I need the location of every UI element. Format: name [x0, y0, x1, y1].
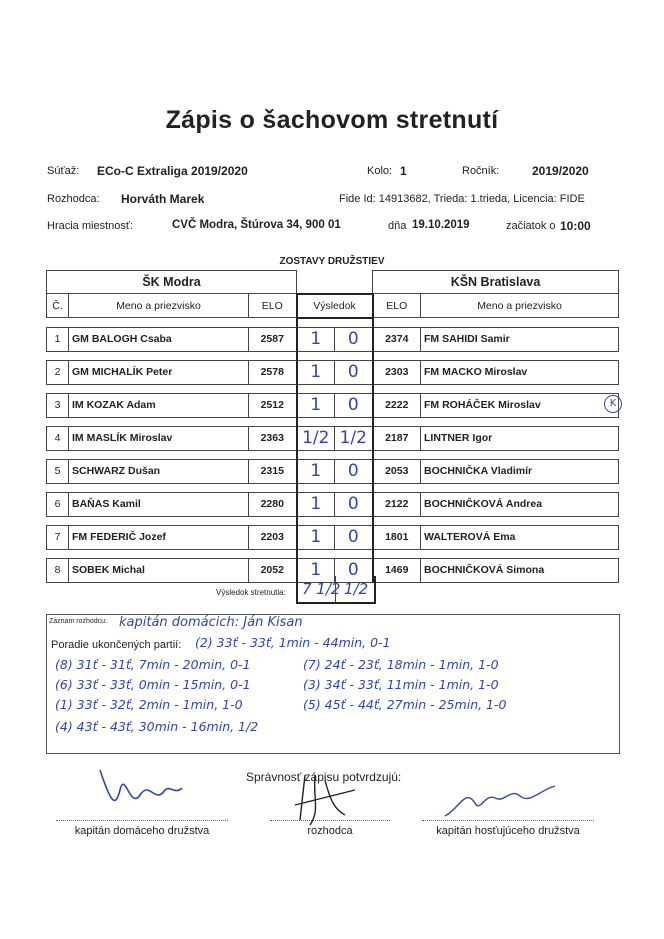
home-result: 1/2 — [297, 426, 335, 450]
board-row — [47, 393, 619, 417]
home-elo: 2587 — [249, 327, 297, 351]
rocnik-value: 2019/2020 — [532, 164, 589, 178]
order-line-6: (1) 33ť - 32ť, 2min - 1min, 1-0 — [55, 697, 243, 712]
away-player: WALTEROVÁ Ema — [421, 525, 619, 549]
referee-line — [270, 820, 390, 821]
away-elo: 2303 — [373, 360, 421, 384]
away-elo: 2187 — [373, 426, 421, 450]
home-result: 1 — [297, 327, 335, 351]
home-result: 1 — [297, 525, 335, 549]
away-player: LINTNER Igor — [421, 426, 619, 450]
away-captain-signature — [440, 778, 560, 823]
board-row — [47, 492, 619, 516]
home-elo: 2052 — [249, 558, 297, 582]
away-player: FM SAHIDI Samir — [421, 327, 619, 351]
zaciatok-value: 10:00 — [560, 219, 591, 233]
away-team-name: KŠN Bratislava — [373, 271, 619, 294]
away-elo: 1801 — [373, 525, 421, 549]
away-result: 0 — [335, 393, 373, 417]
board-number: 4 — [47, 426, 69, 450]
away-player: BOCHNIČKOVÁ Simona — [421, 558, 619, 582]
lineup-table — [46, 270, 619, 583]
header-result: Výsledok — [297, 294, 373, 318]
order-line-7: (5) 45ť - 44ť, 27min - 25min, 1-0 — [303, 697, 507, 712]
away-result: 0 — [335, 327, 373, 351]
home-elo: 2203 — [249, 525, 297, 549]
order-label: Poradie ukončených partií: — [51, 639, 182, 651]
order-line-1: (2) 33ť - 33ť, 1min - 44min, 0-1 — [195, 635, 391, 650]
board-number: 2 — [47, 360, 69, 384]
away-elo: 2222 — [373, 393, 421, 417]
home-result: 1 — [297, 459, 335, 483]
away-captain-caption: kapitán hosťujúceho družstva — [436, 825, 580, 837]
away-elo: 2053 — [373, 459, 421, 483]
record-note: kapitán domácich: Ján Kisan — [119, 615, 303, 630]
away-elo: 1469 — [373, 558, 421, 582]
rocnik-label: Ročník: — [462, 165, 500, 177]
home-elo: 2280 — [249, 492, 297, 516]
total-away: 1/2 — [344, 580, 369, 598]
home-elo: 2315 — [249, 459, 297, 483]
kolo-value: 1 — [400, 164, 407, 178]
sutaz-label: Súťaž: — [47, 165, 80, 177]
dna-label: dňa — [388, 220, 407, 232]
home-elo: 2512 — [249, 393, 297, 417]
home-player: GM BALOGH Csaba — [69, 327, 249, 351]
home-result: 1 — [297, 492, 335, 516]
total-label: Výsledok stretnutia: — [216, 588, 286, 597]
rozhodca-label: Rozhodca: — [47, 193, 100, 205]
away-elo: 2122 — [373, 492, 421, 516]
board-row — [47, 327, 619, 351]
lineups-heading: ZOSTAVY DRUŽSTIEV — [279, 256, 385, 267]
kolo-label: Kolo: — [367, 165, 393, 177]
away-result: 1/2 — [335, 426, 373, 450]
captain-mark: K — [604, 395, 622, 413]
sutaz-value: ECo-C Extraliga 2019/2020 — [97, 164, 248, 178]
home-player: GM MICHALÍK Peter — [69, 360, 249, 384]
home-player: BAŇAS Kamil — [69, 492, 249, 516]
board-row — [47, 360, 619, 384]
board-number: 8 — [47, 558, 69, 582]
home-elo: 2578 — [249, 360, 297, 384]
away-result: 0 — [335, 492, 373, 516]
miesto-value: CVČ Modra, Štúrova 34, 900 01 — [172, 219, 341, 231]
away-player: BOCHNIČKA Vladimír — [421, 459, 619, 483]
datum-value: 19.10.2019 — [412, 219, 470, 231]
home-captain-caption: kapitán domáceho družstva — [74, 825, 210, 837]
board-number: 5 — [47, 459, 69, 483]
home-team-name: ŠK Modra — [47, 271, 297, 294]
total-box — [296, 576, 376, 604]
board-row — [47, 525, 619, 549]
home-player: IM KOZAK Adam — [69, 393, 249, 417]
home-result: 1 — [297, 360, 335, 384]
home-captain-signature — [90, 760, 190, 820]
rozhodca-value: Horváth Marek — [121, 192, 205, 206]
total-home: 7 1/2 — [302, 580, 341, 598]
home-result: 1 — [297, 558, 335, 582]
away-result: 0 — [335, 459, 373, 483]
header-elo2: ELO — [373, 294, 421, 318]
fide-line: Fide Id: 14913682, Trieda: 1.trieda, Licencia: FIDE — [339, 193, 585, 205]
header-name: Meno a priezvisko — [69, 294, 249, 318]
board-number: 3 — [47, 393, 69, 417]
board-row — [47, 459, 619, 483]
signatures-heading: Správnosť zápisu potvrdzujú: — [246, 770, 402, 784]
referee-record-box — [46, 614, 620, 754]
header-name2: Meno a priezvisko — [421, 294, 619, 318]
page-title: Zápis o šachovom stretnutí — [165, 106, 499, 134]
zaciatok-label: začiatok o — [506, 220, 556, 232]
header-elo: ELO — [249, 294, 297, 318]
away-player: FM ROHÁČEK Miroslav — [421, 393, 619, 417]
header-no: Č. — [47, 294, 69, 318]
board-number: 7 — [47, 525, 69, 549]
record-label: Záznam rozhodcu: — [49, 618, 107, 625]
away-player: BOCHNIČKOVÁ Andrea — [421, 492, 619, 516]
miesto-label: Hracia miestnosť: — [47, 220, 134, 232]
home-player: SOBEK Michal — [69, 558, 249, 582]
home-player: IM MASLÍK Miroslav — [69, 426, 249, 450]
order-line-4: (6) 33ť - 33ť, 0min - 15min, 0-1 — [55, 677, 251, 692]
order-line-2: (8) 31ť - 31ť, 7min - 20min, 0-1 — [55, 657, 251, 672]
board-number: 6 — [47, 492, 69, 516]
away-result: 0 — [335, 360, 373, 384]
referee-signature — [285, 770, 365, 830]
away-result: 0 — [335, 525, 373, 549]
away-captain-line — [422, 820, 594, 821]
board-row — [47, 426, 619, 450]
order-line-8: (4) 43ť - 43ť, 30min - 16min, 1/2 — [55, 719, 259, 734]
order-line-3: (7) 24ť - 23ť, 18min - 1min, 1-0 — [303, 657, 499, 672]
home-player: SCHWARZ Dušan — [69, 459, 249, 483]
board-number: 1 — [47, 327, 69, 351]
away-player: FM MACKO Miroslav — [421, 360, 619, 384]
home-elo: 2363 — [249, 426, 297, 450]
order-line-5: (3) 34ť - 33ť, 11min - 1min, 1-0 — [303, 677, 499, 692]
home-player: FM FEDERIČ Jozef — [69, 525, 249, 549]
away-elo: 2374 — [373, 327, 421, 351]
away-result: 0 — [335, 558, 373, 582]
referee-caption: rozhodca — [307, 825, 353, 837]
home-captain-line — [56, 820, 228, 821]
home-result: 1 — [297, 393, 335, 417]
